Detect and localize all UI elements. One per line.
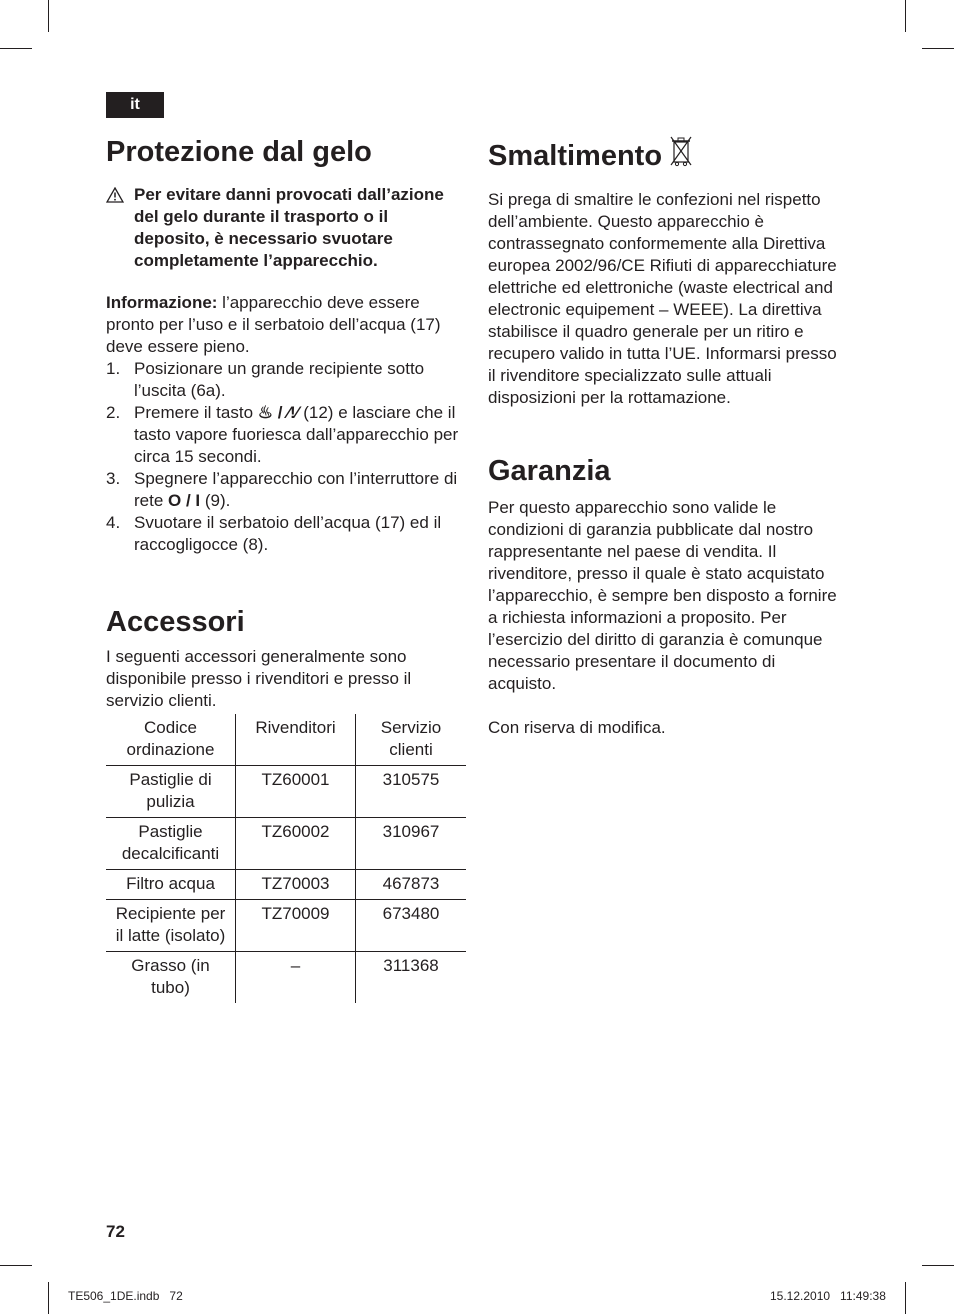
table-cell: – xyxy=(236,952,356,1004)
right-column xyxy=(488,134,848,739)
table-cell: TZ60001 xyxy=(236,766,356,818)
warranty-title: Garanzia xyxy=(488,455,611,487)
info-label: Informazione: xyxy=(106,293,218,312)
disposal-text: Si prega di smaltire le confezioni nel rispetto dell’ambiente. Questo apparecchio è contrassegnato conformemente alla Direttiva europea 2002/96/CE Rifiuti di apparecchiature elettriche ed elettroniche (waste electrical and electronic equipement – WEEE). La direttiva stabilisce il quadro generale per un ritiro e recupero valido in tutta l’UE. Informarsi presso il rivenditore specializzato sulle attuali disposizioni per la rottamazione. xyxy=(488,190,837,407)
table-row xyxy=(106,766,466,818)
footer-file-info: TE506_1DE.indb 72 xyxy=(68,1289,183,1303)
table-cell: TZ70009 xyxy=(236,900,356,952)
step-text-part: Spegnere l’apparecchio con l’interruttore di rete xyxy=(134,469,458,510)
disposal-title: Smaltimento xyxy=(488,139,663,172)
table-row xyxy=(106,952,466,1004)
step-text-part: Premere il tasto xyxy=(134,403,258,422)
warning-block xyxy=(106,184,466,272)
steam-button-symbol: ♨ / ⁄!⁄ xyxy=(257,403,299,422)
table-header-row xyxy=(106,714,466,766)
info-text: l’apparecchio deve essere pronto per l’uso e il serbatoio dell’acqua (17) deve essere pieno. xyxy=(106,293,441,356)
step-number: 4. xyxy=(106,513,121,532)
table-cell: Pastiglie di pulizia xyxy=(106,766,236,818)
step-number: 1. xyxy=(106,359,121,378)
list-item xyxy=(106,512,466,556)
crop-mark xyxy=(905,1282,906,1314)
power-switch-symbol: O / I xyxy=(168,491,201,510)
steps-list xyxy=(106,358,466,556)
list-item xyxy=(106,358,466,402)
step-text-part: (9). xyxy=(200,491,231,510)
frost-protection-title: Protezione dal gelo xyxy=(106,136,372,168)
list-item xyxy=(106,468,466,512)
table-cell: 310575 xyxy=(356,766,467,818)
table-cell: Recipiente per il latte (isolato) xyxy=(106,900,236,952)
list-item xyxy=(106,402,466,468)
table-row xyxy=(106,818,466,870)
step-text: Svuotare il serbatoio dell’acqua (17) ed il raccogligocce (8). xyxy=(134,513,442,554)
step-text xyxy=(134,468,466,512)
table-header-cell: Servizio clienti xyxy=(356,714,467,766)
info-paragraph xyxy=(106,292,466,358)
accessories-title: Accessori xyxy=(106,606,245,638)
crossed-out-bin-icon xyxy=(662,134,692,177)
table-row xyxy=(106,900,466,952)
language-tag: it xyxy=(106,92,164,118)
footer-datetime: 15.12.2010 11:49:38 xyxy=(770,1289,886,1303)
crop-mark xyxy=(905,0,906,32)
step-text: Posizionare un grande recipiente sotto l’uscita (6a). xyxy=(134,359,425,400)
accessories-intro: I seguenti accessori generalmente sono disponibile presso i rivenditori e presso il servizio clienti. xyxy=(106,647,412,710)
table-cell: 310967 xyxy=(356,818,467,870)
table-row xyxy=(106,870,466,900)
step-number: 3. xyxy=(106,469,121,488)
table-cell: Pastiglie decalcificanti xyxy=(106,818,236,870)
table-cell: Filtro acqua xyxy=(106,870,236,900)
step-number: 2. xyxy=(106,403,121,422)
crop-mark xyxy=(0,1265,32,1266)
reserve-note: Con riserva di modifica. xyxy=(488,718,666,737)
table-cell: 311368 xyxy=(383,956,439,975)
crop-mark xyxy=(922,48,954,49)
page-number: 72 xyxy=(106,1222,125,1241)
warning-text: Per evitare danni provocati dall’azione del gelo durante il trasporto o il deposito, è necessario svuotare completamente l’apparecchio. xyxy=(134,185,444,270)
table-cell: TZ70003 xyxy=(236,870,356,900)
table-cell: Grasso (in tubo) xyxy=(106,952,236,1004)
crop-mark xyxy=(48,1282,49,1314)
crop-mark xyxy=(0,48,32,49)
disposal-heading xyxy=(488,134,848,177)
step-text-part: (12) e lasciare che il tasto vapore fuoriesca dall’apparecchio per circa 15 secondi. xyxy=(134,403,459,466)
accessories-table xyxy=(106,714,466,1003)
table-header-cell: Rivenditori xyxy=(236,714,356,766)
table-cell: TZ60002 xyxy=(236,818,356,870)
warranty-text: Per questo apparecchio sono valide le condizioni di garanzia pubblicate dal nostro rappresentante nel paese di vendita. Il rivenditore, presso il quale è stato acquistato l’apparecchio, è sempre ben disposto a fornire a richiesta informazioni a proposito. Per l’esercizio del diritto di garanzia è comunque necessario presentare il documento di acquisto. xyxy=(488,498,837,693)
table-header-cell: Codice ordinazione xyxy=(106,714,236,766)
crop-mark xyxy=(922,1265,954,1266)
left-column xyxy=(106,134,466,1003)
warning-triangle-icon xyxy=(106,184,134,272)
crop-mark xyxy=(48,0,49,32)
table-cell: 673480 xyxy=(356,900,467,952)
step-text xyxy=(134,402,466,468)
table-cell: 467873 xyxy=(356,870,467,900)
